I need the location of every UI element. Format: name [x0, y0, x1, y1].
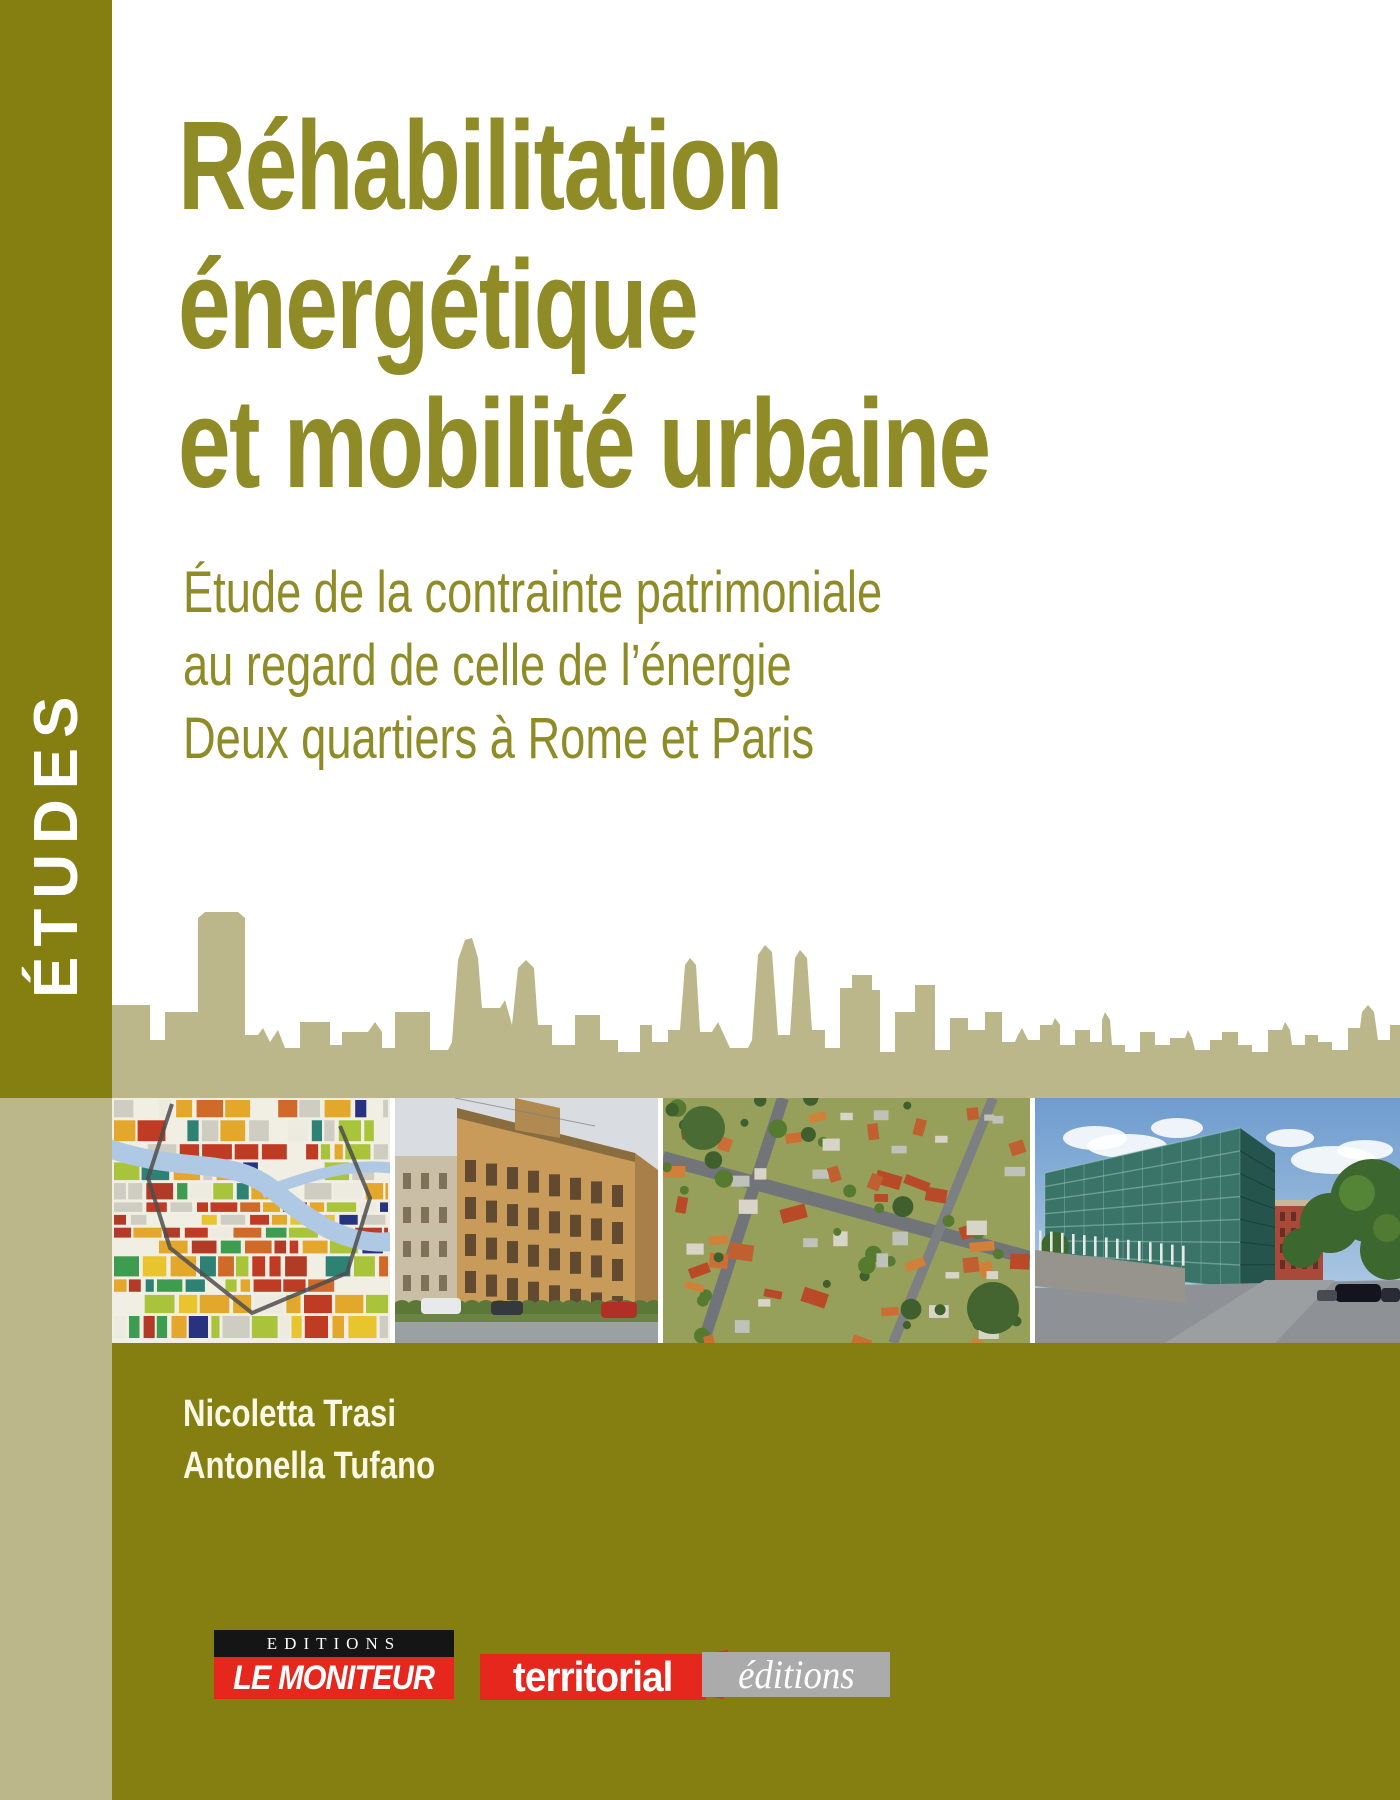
left-khaki-column	[0, 1098, 112, 1800]
le-moniteur-logo	[214, 1630, 454, 1699]
title-line-1: Réhabilitation	[178, 95, 782, 236]
title-line-3: et mobilité urbaine	[178, 373, 990, 514]
author-2: Antonella Tufano	[183, 1445, 436, 1487]
book-title	[178, 96, 1260, 513]
photo-modern-glass-building	[1035, 1098, 1400, 1343]
title-line-2: énergétique	[178, 234, 698, 375]
territorial-logo: territorial	[480, 1654, 706, 1700]
city-skyline-silhouette	[112, 898, 1400, 1098]
photo-urban-color-map	[112, 1098, 390, 1343]
subtitle-line-3: Deux quartiers à Rome et Paris	[183, 706, 815, 771]
subtitle-line-1: Étude de la contrainte patrimoniale	[183, 560, 883, 625]
photo-historic-building-street	[395, 1098, 658, 1343]
territorial-editions-label: éditions	[702, 1652, 890, 1697]
author-1: Nicoletta Trasi	[183, 1393, 397, 1435]
photo-strip	[112, 1098, 1400, 1343]
book-subtitle	[183, 556, 1079, 775]
le-moniteur-editions-label: EDITIONS	[214, 1630, 454, 1657]
subtitle-line-2: au regard de celle de l’énergie	[183, 633, 792, 698]
le-moniteur-name: LE MONITEUR	[214, 1657, 454, 1699]
authors-block	[183, 1388, 491, 1492]
photo-aerial-neighborhood	[663, 1098, 1030, 1343]
series-label-vertical: ÉTUDES	[21, 686, 91, 998]
